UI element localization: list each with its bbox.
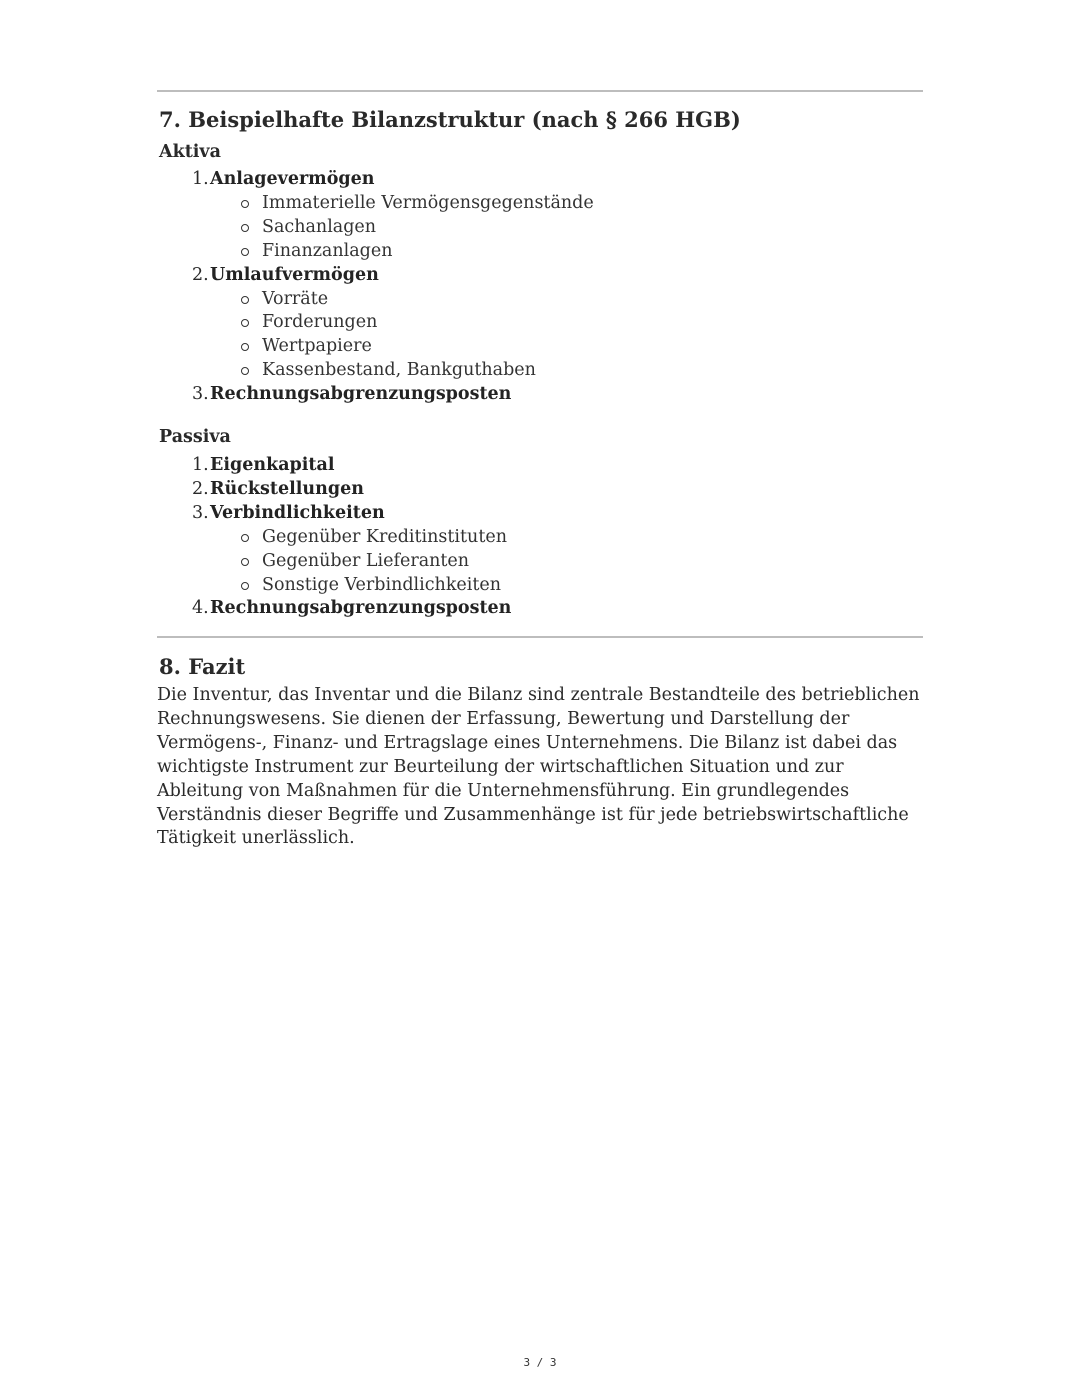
sublist [210, 288, 594, 384]
horizontal-rule [157, 90, 923, 92]
page-number: 3 / 3 [523, 1356, 557, 1369]
list-number: 2. [192, 478, 209, 499]
list-item-label: Rechnungsabgrenzungsposten [210, 598, 512, 619]
list-item-label: Anlagevermögen [210, 169, 375, 189]
sublist-item: Vorräte [262, 288, 594, 312]
list-item-label: Eigenkapital [210, 455, 335, 475]
horizontal-rule [157, 636, 923, 638]
sublist-item: Sachanlagen [262, 216, 594, 240]
section-7-heading: 7. Beispielhafte Bilanzstruktur (nach § 266 HGB) [159, 107, 741, 132]
list-number: 3. [192, 384, 209, 405]
list-number: 4. [192, 598, 209, 619]
aktiva-list [157, 168, 594, 407]
sublist-item: Finanzanlagen [262, 240, 594, 264]
sublist [210, 526, 511, 598]
list-item-label: Rückstellungen [210, 478, 364, 499]
list-item-label: Verbindlichkeiten [210, 502, 385, 523]
list-number: 1. [192, 455, 209, 475]
section-8-heading: 8. Fazit [159, 654, 246, 679]
sublist-item: Immaterielle Vermögensgegenstände [262, 192, 594, 216]
list-item [192, 264, 594, 384]
list-item-label: Rechnungsabgrenzungsposten [210, 384, 512, 405]
passiva-list [157, 454, 511, 621]
sublist-item: Gegenüber Lieferanten [262, 550, 511, 574]
list-item [192, 454, 511, 478]
sublist-item: Wertpapiere [262, 335, 594, 359]
list-number: 1. [192, 169, 209, 189]
passiva-heading: Passiva [159, 427, 231, 447]
list-item [192, 168, 594, 264]
aktiva-heading: Aktiva [159, 142, 221, 162]
list-number: 3. [192, 502, 209, 523]
list-number: 2. [192, 264, 209, 285]
sublist-item: Kassenbestand, Bankguthaben [262, 359, 594, 383]
fazit-paragraph: Die Inventur, das Inventar und die Bilanz sind zentrale Bestandteile des betrieblichen Rechnungswesens. Sie dienen der Erfassung, Bewertung und Darstellung der Vermögens-, Finanz- und Ertragslage eines Unternehmens. Die Bilanz ist dabei das wichtigste Instrument zur Beurteilung der wirtschaftlichen Situation und zur Ableitung von Maßnahmen für die Unternehmensführung. Ein grundlegendes Verständnis dieser Begriffe und Zusammenhänge ist für jede betriebswirtschaftliche Tätigkeit unerlässlich. [157, 685, 920, 849]
sublist-item: Sonstige Verbindlichkeiten [262, 574, 511, 598]
list-item [192, 383, 594, 407]
list-item [192, 502, 511, 598]
sublist-item: Forderungen [262, 311, 594, 335]
sublist [210, 192, 594, 264]
sublist-item: Gegenüber Kreditinstituten [262, 526, 511, 550]
list-item-label: Umlaufvermögen [210, 264, 379, 285]
list-item [192, 478, 511, 502]
list-item [192, 597, 512, 621]
